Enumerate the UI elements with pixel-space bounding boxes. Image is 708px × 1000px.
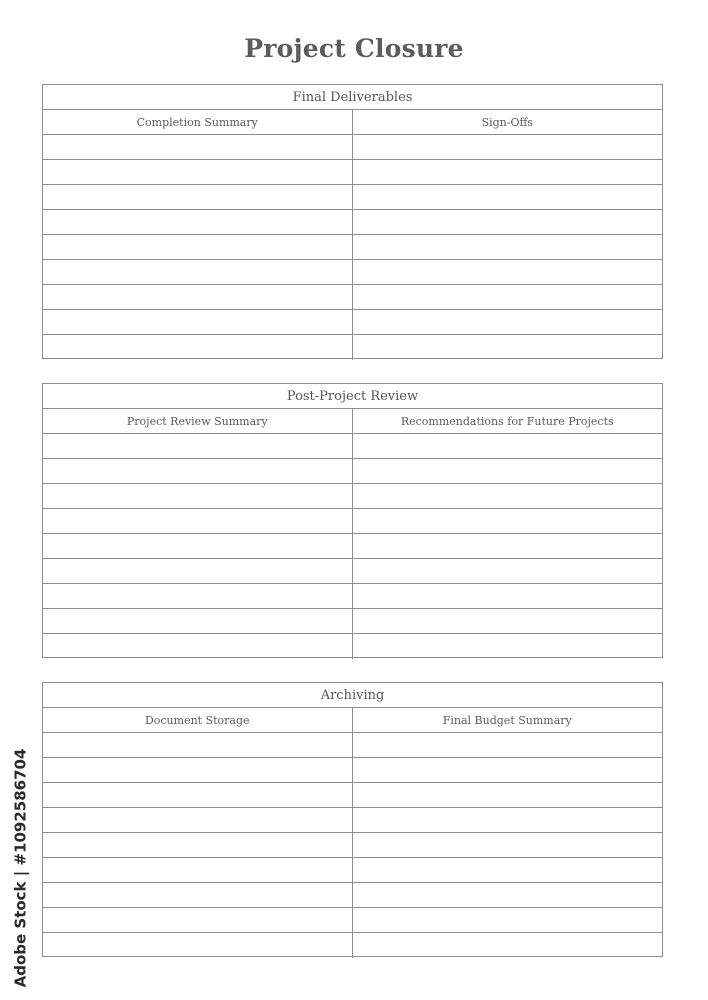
table-row (43, 335, 662, 360)
column-header-row (43, 708, 662, 733)
table-cell[interactable] (43, 534, 353, 558)
table-cell[interactable] (353, 858, 663, 882)
table-row (43, 833, 662, 858)
table-cell[interactable] (353, 310, 663, 334)
table-row (43, 758, 662, 783)
column-header: Final Budget Summary (442, 713, 572, 727)
section-archiving (42, 682, 663, 957)
section-title: Final Deliverables (43, 85, 662, 110)
column-header: Project Review Summary (43, 409, 353, 433)
table-row (43, 808, 662, 833)
table-cell[interactable] (43, 509, 353, 533)
section-post-project-review (42, 383, 663, 658)
column-header: Document Storage (43, 708, 353, 732)
table-cell[interactable] (353, 235, 663, 259)
table-row (43, 185, 662, 210)
table-cell[interactable] (353, 634, 663, 659)
table-row (43, 434, 662, 459)
table-cell[interactable] (353, 185, 663, 209)
table-row (43, 609, 662, 634)
table-cell[interactable] (43, 609, 353, 633)
table-cell[interactable] (353, 883, 663, 907)
table-row (43, 534, 662, 559)
table-cell[interactable] (43, 160, 353, 184)
table-cell[interactable] (353, 484, 663, 508)
table-cell[interactable] (353, 285, 663, 309)
table-row (43, 135, 662, 160)
table-cell[interactable] (43, 484, 353, 508)
page-title: Project Closure (244, 34, 464, 63)
table-cell[interactable] (43, 310, 353, 334)
table-cell[interactable] (43, 235, 353, 259)
table-cell[interactable] (43, 210, 353, 234)
table-row (43, 933, 662, 958)
table-row (43, 160, 662, 185)
table-cell[interactable] (43, 883, 353, 907)
table-row (43, 584, 662, 609)
column-header-row (43, 110, 662, 135)
table-cell[interactable] (353, 160, 663, 184)
table-cell[interactable] (43, 559, 353, 583)
stock-watermark (8, 748, 32, 988)
table-row (43, 733, 662, 758)
table-cell[interactable] (353, 908, 663, 932)
table-cell[interactable] (353, 135, 663, 159)
table-body (43, 135, 662, 360)
table-row (43, 858, 662, 883)
table-cell[interactable] (43, 335, 353, 360)
table-body (43, 733, 662, 958)
table-cell[interactable] (43, 858, 353, 882)
table-row (43, 310, 662, 335)
table-cell[interactable] (43, 933, 353, 958)
table-cell[interactable] (353, 434, 663, 458)
column-header: Recommendations for Future Projects (400, 414, 614, 428)
table-cell[interactable] (43, 459, 353, 483)
table-cell[interactable] (43, 908, 353, 932)
table-cell[interactable] (353, 833, 663, 857)
column-header-row (43, 409, 662, 434)
column-header: Completion Summary (43, 110, 353, 134)
table-cell[interactable] (43, 783, 353, 807)
table-row (43, 260, 662, 285)
table-cell[interactable] (353, 509, 663, 533)
table-cell[interactable] (43, 808, 353, 832)
table-row (43, 484, 662, 509)
table-row (43, 509, 662, 534)
table-cell[interactable] (43, 634, 353, 659)
table-body (43, 434, 662, 659)
table-cell[interactable] (43, 285, 353, 309)
table-row (43, 235, 662, 260)
table-cell[interactable] (353, 459, 663, 483)
table-cell[interactable] (353, 609, 663, 633)
table-cell[interactable] (353, 758, 663, 782)
table-cell[interactable] (353, 584, 663, 608)
table-cell[interactable] (43, 733, 353, 757)
table-cell[interactable] (353, 808, 663, 832)
table-cell[interactable] (353, 260, 663, 284)
table-cell[interactable] (43, 135, 353, 159)
table-cell[interactable] (43, 434, 353, 458)
table-cell[interactable] (353, 559, 663, 583)
table-cell[interactable] (353, 210, 663, 234)
table-row (43, 634, 662, 659)
column-header: Sign-Offs (481, 115, 533, 129)
table-row (43, 285, 662, 310)
table-cell[interactable] (43, 185, 353, 209)
table-cell[interactable] (43, 833, 353, 857)
table-cell[interactable] (353, 933, 663, 958)
table-row (43, 210, 662, 235)
table-cell[interactable] (353, 733, 663, 757)
table-row (43, 559, 662, 584)
table-cell[interactable] (43, 260, 353, 284)
section-title: Archiving (43, 683, 662, 708)
section-final-deliverables (42, 84, 663, 359)
table-cell[interactable] (43, 584, 353, 608)
table-row (43, 459, 662, 484)
table-row (43, 883, 662, 908)
section-title: Post-Project Review (43, 384, 662, 409)
table-cell[interactable] (43, 758, 353, 782)
table-cell[interactable] (353, 335, 663, 360)
watermark-text: Adobe Stock | #1092586704 (11, 748, 30, 988)
table-row (43, 783, 662, 808)
table-cell[interactable] (353, 783, 663, 807)
table-cell[interactable] (353, 534, 663, 558)
table-row (43, 908, 662, 933)
